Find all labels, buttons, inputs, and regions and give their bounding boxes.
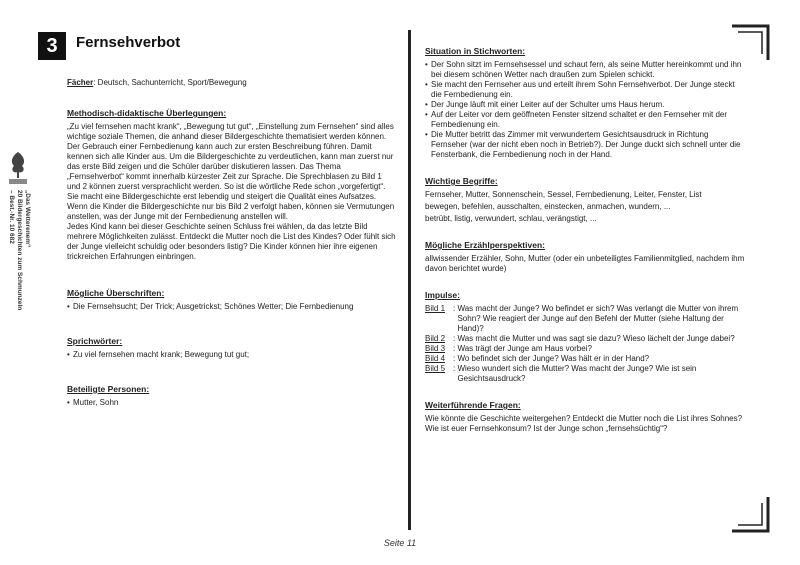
impulse-label: Bild 2 xyxy=(425,334,446,343)
page-title: Fernsehverbot xyxy=(76,34,181,51)
spine-line-3: – Best.-Nr. 10 682 xyxy=(8,190,15,244)
page-number-badge: 3 xyxy=(38,32,66,60)
right-column xyxy=(425,46,745,434)
impulse-text: Wieso wundert sich die Mutter? Was macht der Junge? Wie ist sein Gesichtsausdruck? xyxy=(457,364,697,383)
spine xyxy=(4,150,34,400)
method-text-2: Jedes Kind kann bei dieser Geschichte seinen Schluss frei wählen, da das letzte Bild mehrere Möglichkeiten zulässt. Entdeckt die Mutter noch die List des Kindes? Oder fühlt sich der Junge vielleicht schuldig oder besonders listig? Die Kinder können hier ihre eigenen trickreichen Erfahrungen einbringen. xyxy=(67,222,396,261)
sprichwoerter-heading: Sprichwörter: xyxy=(67,336,123,346)
left-column xyxy=(67,78,397,408)
begriffe-line: bewegen, befehlen, ausschalten, einstecken, anmachen, wundern, ... xyxy=(425,202,671,211)
impulse-label: Bild 1 xyxy=(425,304,446,313)
impulse-text: Was macht die Mutter und was sagt sie dazu? Wieso lächelt der Junge dabei? xyxy=(457,334,735,343)
method-heading: Methodisch-didaktische Überlegungen: xyxy=(67,108,227,118)
sprichwoerter-item: • Zu viel fernsehen macht krank; Bewegung tut gut; xyxy=(67,350,397,360)
spine-line-1: „Das Wetterenem“ xyxy=(24,190,31,248)
faecher-line xyxy=(67,78,397,88)
page-footer: Seite 11 xyxy=(383,538,417,548)
situation-heading: Situation in Stichworten: xyxy=(425,46,526,56)
list-item: • Der Sohn sitzt im Fernsehsessel und schaut fern, als seine Mutter hereinkommt und ihn bei diesem schönen Wetter nach draußen zum Spielen schickt. xyxy=(425,60,745,80)
impulse-text: Was macht der Junge? Wo befindet er sich? Was verlangt die Mutter von ihrem Sohn? Wie reagiert der Junge auf den Befehl der Mutter (siehe Haltung der Hand)? xyxy=(457,304,739,333)
impulse-row: Bild 1 : Was macht der Junge? Wo befindet er sich? Was verlangt die Mutter von ihrem Sohn? Wie reagiert der Junge auf den Befehl der Mutter (siehe Haltung der Hand)? xyxy=(425,304,745,334)
list-item: • Auf der Leiter vor dem geöffneten Fenster sitzend schaltet er den Fernseher mit der Fernbedienung ein. xyxy=(425,110,745,130)
impulse-label: Bild 4 xyxy=(425,354,446,363)
method-text: „Zu viel fernsehen macht krank“, „Bewegung tut gut“, „Einstellung zum Fernsehen“ sind alles wichtige soziale Themen, die anhand dieser Bildergeschichte thematisiert werden können. Der Gebrauch einer Fernbedienung kann auch zur ersten Beschreibung führen. Damit kennen sich alle Kinder aus. Um die Bildergeschichte zu verdeutlichen, kann man zuerst nur das erste Bild zeigen und die Schüler darüber diskutieren lassen. Das Thema „Fernsehverbot“ kommt innerhalb kürzester Zeit zur Sprache. Die Sprechblasen zu Bild 1 und 2 können zuerst versprachlicht werden. So ist die wörtliche Rede schon „vorgefertigt“. Sie macht eine Bildergeschichte erst lebendig und steigert die Qualität eines Aufsatzes. Wenn die Kinder die Bildergeschichte nur bis Bild 2 verfolgt haben, können sie Vermutungen anstellen, was der Junge mit der Fernbedienung anstellen will. xyxy=(67,122,395,221)
spine-text xyxy=(7,190,31,310)
situation-list xyxy=(425,60,745,160)
ueberschriften-item: • Die Fernsehsucht; Der Trick; Ausgetrickst; Schönes Wetter; Die Fernbedienung xyxy=(67,302,397,312)
spine-line-2: 20 Bildergeschichten zum Schmunzeln xyxy=(16,190,23,311)
personen-list xyxy=(67,398,397,408)
fragen-heading: Weiterführende Fragen: xyxy=(425,400,521,410)
begriffe-heading: Wichtige Begriffe: xyxy=(425,176,498,186)
impulse-heading: Impulse: xyxy=(425,290,460,300)
begriffe-line: Fernseher, Mutter, Sonnenschein, Sessel, Fernbedienung, Leiter, Fenster, List xyxy=(425,190,702,199)
ueberschriften-heading: Mögliche Überschriften: xyxy=(67,288,165,298)
fragen-text: Wie könnte die Geschichte weitergehen? Entdeckt die Mutter noch die List ihres Sohnes? Wie ist euer Fernsehkonsum? Ist der Junge schon „fernsehsüchtig“? xyxy=(425,414,743,433)
erzaehl-text: allwissender Erzähler, Sohn, Mutter (oder ein unbeteiligtes Familienmitglied, nachdem ihm davon berichtet wurde) xyxy=(425,254,745,273)
impulse-text: Was trägt der Junge am Haus vorbei? xyxy=(457,344,592,353)
list-item: • Der Junge läuft mit einer Leiter auf der Schulter ums Haus herum. xyxy=(425,100,745,110)
personen-heading: Beteiligte Personen: xyxy=(67,384,150,394)
impulse-label: Bild 5 xyxy=(425,364,446,373)
personen-item: • Mutter, Sohn xyxy=(67,398,397,408)
faecher-label: Fächer xyxy=(67,78,94,87)
faecher-value: : Deutsch, Sachunterricht, Sport/Bewegung xyxy=(93,78,247,87)
list-item: • Die Mutter betritt das Zimmer mit verwundertem Gesichtsausdruck in Richtung Fernseher (war der nicht eben noch in Betrieb?). Der Junge duckt sich schnell unter die Fensterbank, die Fernbedienung noch in der Hand. xyxy=(425,130,745,160)
sprichwoerter-list xyxy=(67,350,397,360)
begriffe-line: betrübt, listig, verwundert, schlau, verängstigt, ... xyxy=(425,214,597,223)
impulse-text: Wo befindet sich der Junge? Was hält er in der Hand? xyxy=(457,354,650,363)
impulse-row: Bild 3 : Was trägt der Junge am Haus vorbei? xyxy=(425,344,745,354)
erzaehl-heading: Mögliche Erzählperspektiven: xyxy=(425,240,545,250)
impulse-row: Bild 5 : Wieso wundert sich die Mutter? Was macht der Junge? Wie ist sein Gesichtsausdruck? xyxy=(425,364,745,384)
ueberschriften-list xyxy=(67,302,397,312)
list-item: • Sie macht den Fernseher aus und erteilt ihrem Sohn Fernsehverbot. Der Junge steckt die Fernbedienung ein. xyxy=(425,80,745,100)
impulse-label: Bild 3 xyxy=(425,344,446,353)
corner-bracket-bottom-icon xyxy=(730,495,770,535)
impulse-row: Bild 2 : Was macht die Mutter und was sagt sie dazu? Wieso lächelt der Junge dabei? xyxy=(425,334,745,344)
publisher-logo-icon xyxy=(7,150,29,186)
impulse-row: Bild 4 : Wo befindet sich der Junge? Was hält er in der Hand? xyxy=(425,354,745,364)
column-divider xyxy=(408,30,411,530)
